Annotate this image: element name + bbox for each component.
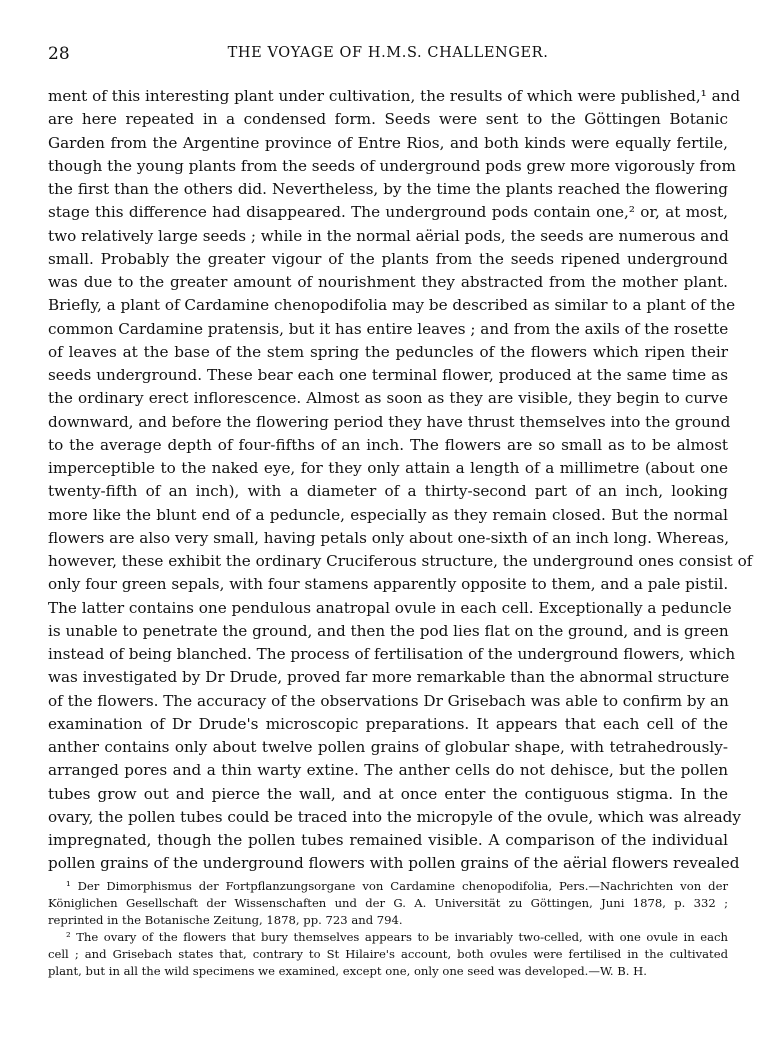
footnote-line: Königlichen Gesellschaft der Wissenschaften und der G. A. Universität zu Göttingen, Juni 1878, p. 332 ;	[48, 896, 728, 910]
text-line: downward, and before the flowering period they have thrust themselves into the ground	[48, 412, 731, 431]
footnote-line: ¹ Der Dimorphismus der Fortpflanzungsorgane von Cardamine chenopodifolia, Pers.—Nachrichten von der	[66, 879, 728, 893]
text-line: was investigated by Dr Drude, proved far more remarkable than the abnormal structure	[48, 668, 730, 687]
text-line: The latter contains one pendulous anatropal ovule in each cell. Exceptionally a peduncle	[48, 598, 732, 617]
footnote-line: plant, but in all the wild specimens we examined, except one, only one seed was developed.—W. B. H.	[48, 964, 647, 978]
text-line: imperceptible to the naked eye, for they only attain a length of a millimetre (about one	[48, 459, 728, 477]
footnote-1	[48, 878, 728, 929]
text-line: Garden from the Argentine province of Entre Rios, and both kinds were equally fertile,	[48, 133, 728, 152]
text-line: instead of being blanched. The process of fertilisation of the underground flowers, which	[48, 645, 736, 663]
text-line: stage this difference had disappeared. The underground pods contain one,² or, at most,	[48, 203, 728, 222]
text-line: impregnated, though the pollen tubes remained visible. A comparison of the individual	[48, 831, 728, 849]
text-line: more like the blunt end of a peduncle, especially as they remain closed. But the normal	[48, 505, 728, 524]
footnote-2	[48, 929, 728, 980]
running-head: THE VOYAGE OF H.M.S. CHALLENGER.	[227, 45, 549, 61]
text-line: was due to the greater amount of nourishment they abstracted from the mother plant.	[48, 273, 728, 291]
text-line: of leaves at the base of the stem spring the peduncles of the flowers which ripen their	[48, 342, 728, 361]
text-line: common Cardamine pratensis, but it has entire leaves ; and from the axils of the rosette	[48, 319, 729, 338]
text-line: seeds underground. These bear each one terminal flower, produced at the same time as	[48, 366, 728, 384]
text-line: however, these exhibit the ordinary Cruciferous structure, the underground ones consist of	[48, 552, 753, 570]
text-line: to the average depth of four-fifths of an inch. The flowers are so small as to be almost	[48, 435, 728, 454]
text-line: arranged pores and a thin warty extine. The anther cells do not dehisce, but the pollen	[48, 761, 728, 780]
text-line: small. Probably the greater vigour of the plants from the seeds ripened underground	[48, 249, 728, 268]
text-line: flowers are also very small, having petals only about one-sixth of an inch long. Whereas,	[48, 528, 730, 547]
text-line: anther contains only about twelve pollen grains of globular shape, with tetrahedrously-	[48, 738, 728, 756]
text-line: tubes grow out and pierce the wall, and at once enter the contiguous stigma. In the	[48, 784, 728, 803]
page-header	[48, 44, 728, 66]
footnote-line: reprinted in the Botanische Zeitung, 1878, pp. 723 and 794.	[48, 913, 403, 927]
text-line: two relatively large seeds ; while in the normal aërial pods, the seeds are numerous and	[48, 226, 729, 245]
footnote-line: ² The ovary of the flowers that bury themselves appears to be invariably two-celled, with one ovule in each	[66, 930, 728, 944]
text-line: of the flowers. The accuracy of the observations Dr Grisebach was able to confirm by an	[48, 691, 729, 710]
text-line: though the young plants from the seeds of underground pods grew more vigorously from	[48, 156, 736, 175]
text-line: the first than the others did. Nevertheless, by the time the plants reached the flowering	[48, 180, 728, 198]
text-line: ment of this interesting plant under cultivation, the results of which were published,¹ and	[48, 87, 741, 105]
text-line: only four green sepals, with four stamens apparently opposite to them, and a pale pistil.	[48, 575, 729, 594]
body-text	[48, 85, 753, 876]
text-line: examination of Dr Drude's microscopic preparations. It appears that each cell of the	[48, 714, 728, 733]
page-number: 28	[48, 44, 70, 64]
text-line: the ordinary erect inflorescence. Almost as soon as they are visible, they begin to curve	[48, 389, 728, 408]
text-line: Briefly, a plant of Cardamine chenopodifolia may be described as similar to a plant of the	[48, 296, 736, 315]
text-line: is unable to penetrate the ground, and then the pod lies flat on the ground, and is green	[48, 621, 729, 640]
text-line: twenty-fifth of an inch), with a diameter of a thirty-second part of an inch, looking	[48, 482, 728, 501]
text-line: are here repeated in a condensed form. Seeds were sent to the Göttingen Botanic	[48, 110, 728, 129]
text-line: pollen grains of the underground flowers with pollen grains of the aërial flowers revealed	[48, 854, 740, 873]
text-line: ovary, the pollen tubes could be traced into the micropyle of the ovule, which was already	[48, 807, 741, 826]
footnote-line: cell ; and Grisebach states that, contrary to St Hilaire's account, both ovules were fertilised in the cultivated	[48, 947, 728, 961]
